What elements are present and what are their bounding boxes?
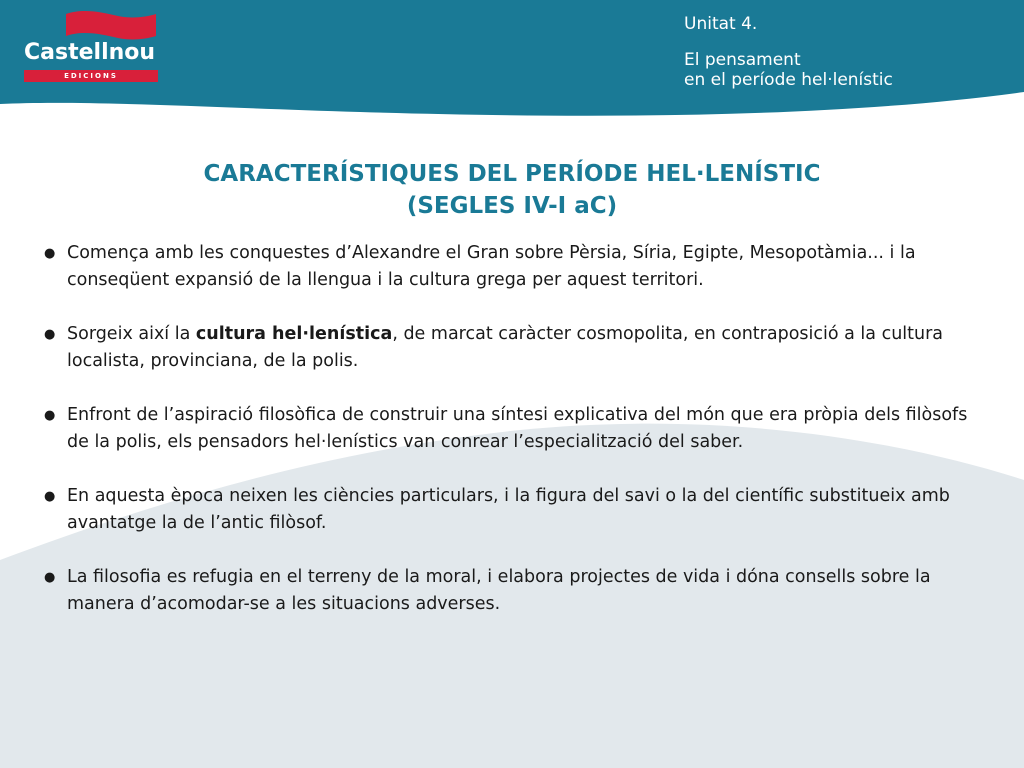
bullet-dot-icon: ● — [44, 246, 56, 261]
logo-name: Castellnou — [24, 40, 156, 65]
bullet-text-bold: cultura hel·lenística — [195, 324, 393, 344]
bullet-text-after: , de marcat caràcter cosmopolita, en contraposició a la cultura localista, provinciana, de la polis. — [67, 324, 944, 371]
bullet-text: En aquesta època neixen les ciències particulars, i la figura del savi o la del científic substitueix amb avantatge la de l’antic filòsof. — [67, 486, 950, 533]
slide-title-line2: (SEGLES IV-I aC) — [406, 193, 618, 219]
bullet-dot-icon: ● — [44, 327, 56, 342]
bullet-item — [44, 321, 994, 375]
bullet-item — [44, 402, 994, 456]
bullet-list — [44, 240, 994, 645]
bullet-text: Comença amb les conquestes d’Alexandre el Gran sobre Pèrsia, Síria, Egipte, Mesopotàmia... i la conseqüent expansió de la llengua i la cultura grega per aquest territori. — [67, 243, 916, 290]
unit-subtitle-line2: en el període hel·lenístic — [684, 70, 893, 90]
bullet-text: Enfront de l’aspiració filosòfica de construir una síntesi explicativa del món que era pròpia dels filòsofs de la polis, els pensadors hel·lenístics van conrear l’especialització del saber. — [67, 405, 968, 452]
castellnou-logo — [22, 8, 162, 80]
unit-label: Unitat 4. — [684, 14, 758, 34]
logo-tagline: EDICIONS — [24, 70, 158, 82]
bullet-item — [44, 564, 994, 618]
bullet-dot-icon: ● — [44, 570, 56, 585]
bullet-text-before: Sorgeix així la — [67, 324, 196, 344]
slide-title — [0, 158, 1024, 222]
header-text — [684, 14, 893, 90]
bullet-dot-icon: ● — [44, 489, 56, 504]
slide-title-line1: CARACTERÍSTIQUES DEL PERÍODE HEL·LENÍSTIC — [203, 161, 821, 187]
bullet-item — [44, 240, 994, 294]
unit-subtitle-line1: El pensament — [684, 50, 801, 70]
bullet-dot-icon: ● — [44, 408, 56, 423]
bullet-text: La filosofia es refugia en el terreny de la moral, i elabora projectes de vida i dóna consells sobre la manera d’acomodar-se a les situacions adverses. — [67, 567, 931, 614]
bullet-item — [44, 483, 994, 537]
